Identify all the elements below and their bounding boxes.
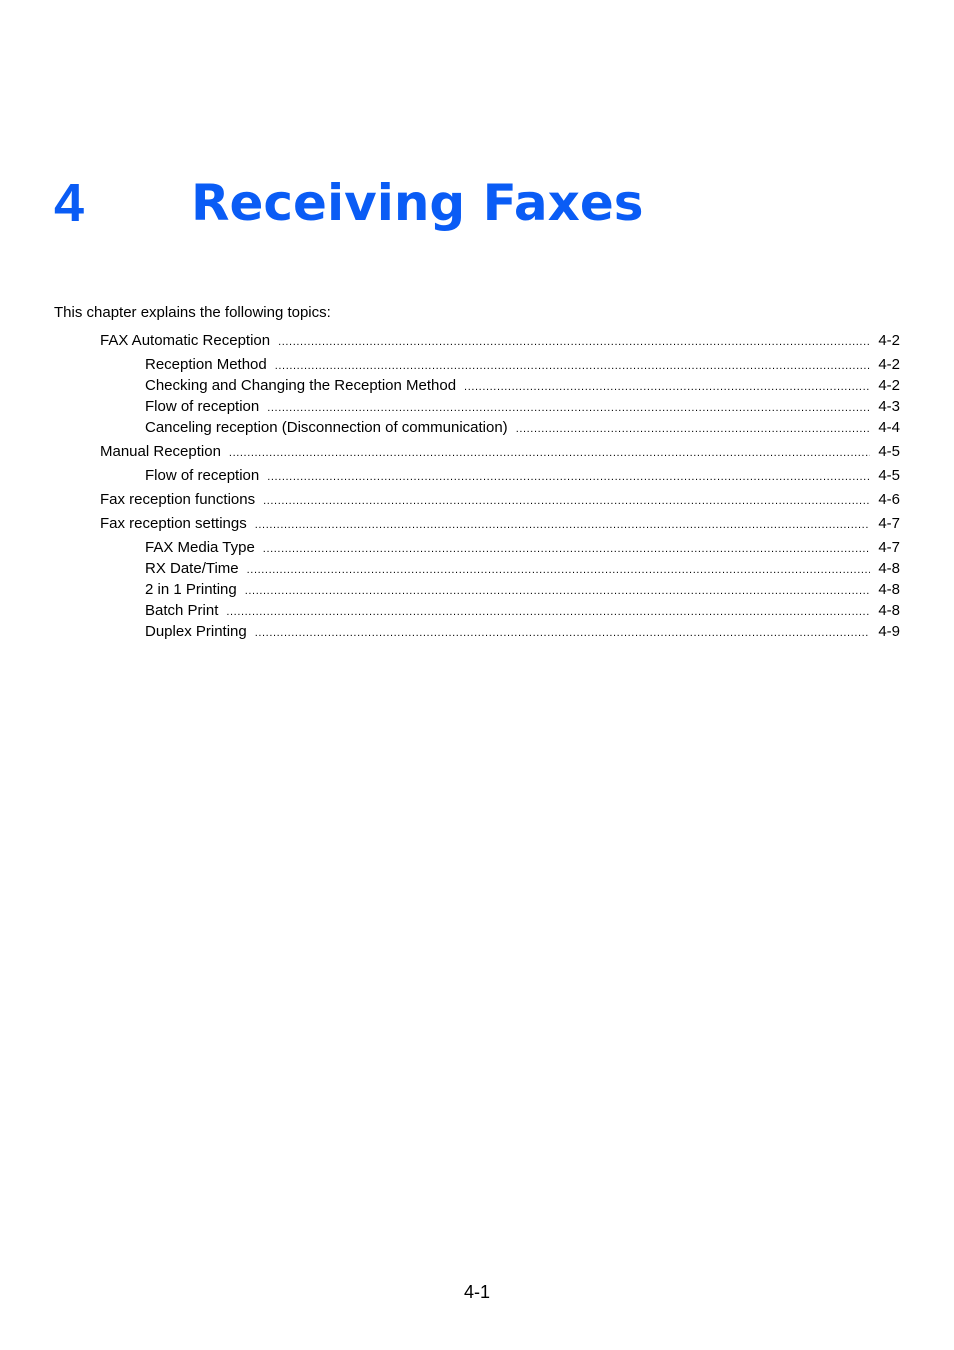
toc-entry-page: 4-7: [878, 539, 900, 556]
toc-entry-label: FAX Media Type: [145, 539, 255, 556]
toc-entry-label: 2 in 1 Printing: [145, 581, 237, 598]
chapter-title: Receiving Faxes: [191, 174, 644, 232]
toc-entry-page: 4-8: [878, 560, 900, 577]
toc-dot-leader: [267, 468, 870, 486]
toc-dot-leader: [255, 624, 871, 642]
toc-entry-label: Canceling reception (Disconnection of communication): [145, 419, 508, 436]
chapter-intro: This chapter explains the following topics:: [54, 304, 331, 321]
toc-dot-leader: [275, 357, 871, 375]
toc-dot-leader: [247, 561, 871, 579]
toc-entry-label: FAX Automatic Reception: [100, 332, 271, 349]
toc-entry-label: Fax reception functions: [100, 491, 256, 508]
toc-entry-page: 4-8: [878, 602, 900, 619]
toc-entry-page: 4-7: [878, 515, 900, 532]
toc-entry-label: Manual Reception: [100, 443, 221, 460]
toc-entry[interactable]: [145, 581, 900, 599]
toc-entry[interactable]: [100, 515, 900, 533]
toc-entry-page: 4-2: [878, 356, 900, 373]
toc-entry-page: 4-2: [878, 377, 900, 394]
chapter-number: 4: [54, 173, 85, 233]
toc-entry-page: 4-4: [878, 419, 900, 436]
toc-dot-leader: [267, 399, 870, 417]
toc-entry[interactable]: [145, 560, 900, 578]
toc-entry[interactable]: [145, 377, 900, 395]
toc-entry[interactable]: [145, 419, 900, 437]
chapter-header: [54, 168, 914, 238]
toc-dot-leader: [263, 540, 871, 558]
toc-entry-page: 4-5: [878, 443, 900, 460]
toc-entry[interactable]: [145, 539, 900, 557]
toc-dot-leader: [245, 582, 871, 600]
toc-dot-leader: [226, 603, 870, 621]
toc-entry-label: Duplex Printing: [145, 623, 247, 640]
toc-entry-page: 4-5: [878, 467, 900, 484]
toc-entry[interactable]: [100, 332, 900, 350]
toc-entry-label: Checking and Changing the Reception Method: [145, 377, 457, 394]
toc-dot-leader: [255, 516, 871, 534]
toc-entry-page: 4-9: [878, 623, 900, 640]
toc-entry[interactable]: [100, 491, 900, 509]
toc-entry[interactable]: [145, 398, 900, 416]
toc-dot-leader: [278, 333, 870, 351]
toc-dot-leader: [516, 420, 871, 438]
toc-dot-leader: [263, 492, 870, 510]
page-number: 4-1: [463, 1282, 490, 1302]
toc-entry-page: 4-6: [878, 491, 900, 508]
toc-entry[interactable]: [100, 443, 900, 461]
toc-entry[interactable]: [145, 467, 900, 485]
toc-entry-page: 4-3: [878, 398, 900, 415]
toc-entry-label: Flow of reception: [145, 398, 260, 415]
toc-entry[interactable]: [145, 623, 900, 641]
toc-entry-label: RX Date/Time: [145, 560, 239, 577]
toc-entry-label: Reception Method: [145, 356, 267, 373]
toc-entry-page: 4-8: [878, 581, 900, 598]
toc-entry[interactable]: [145, 356, 900, 374]
toc-entry-label: Batch Print: [145, 602, 219, 619]
toc-dot-leader: [464, 378, 870, 396]
toc-entry-label: Flow of reception: [145, 467, 260, 484]
toc-dot-leader: [229, 444, 870, 462]
toc-entry-label: Fax reception settings: [100, 515, 247, 532]
toc-entry-page: 4-2: [878, 332, 900, 349]
toc-entry[interactable]: [145, 602, 900, 620]
